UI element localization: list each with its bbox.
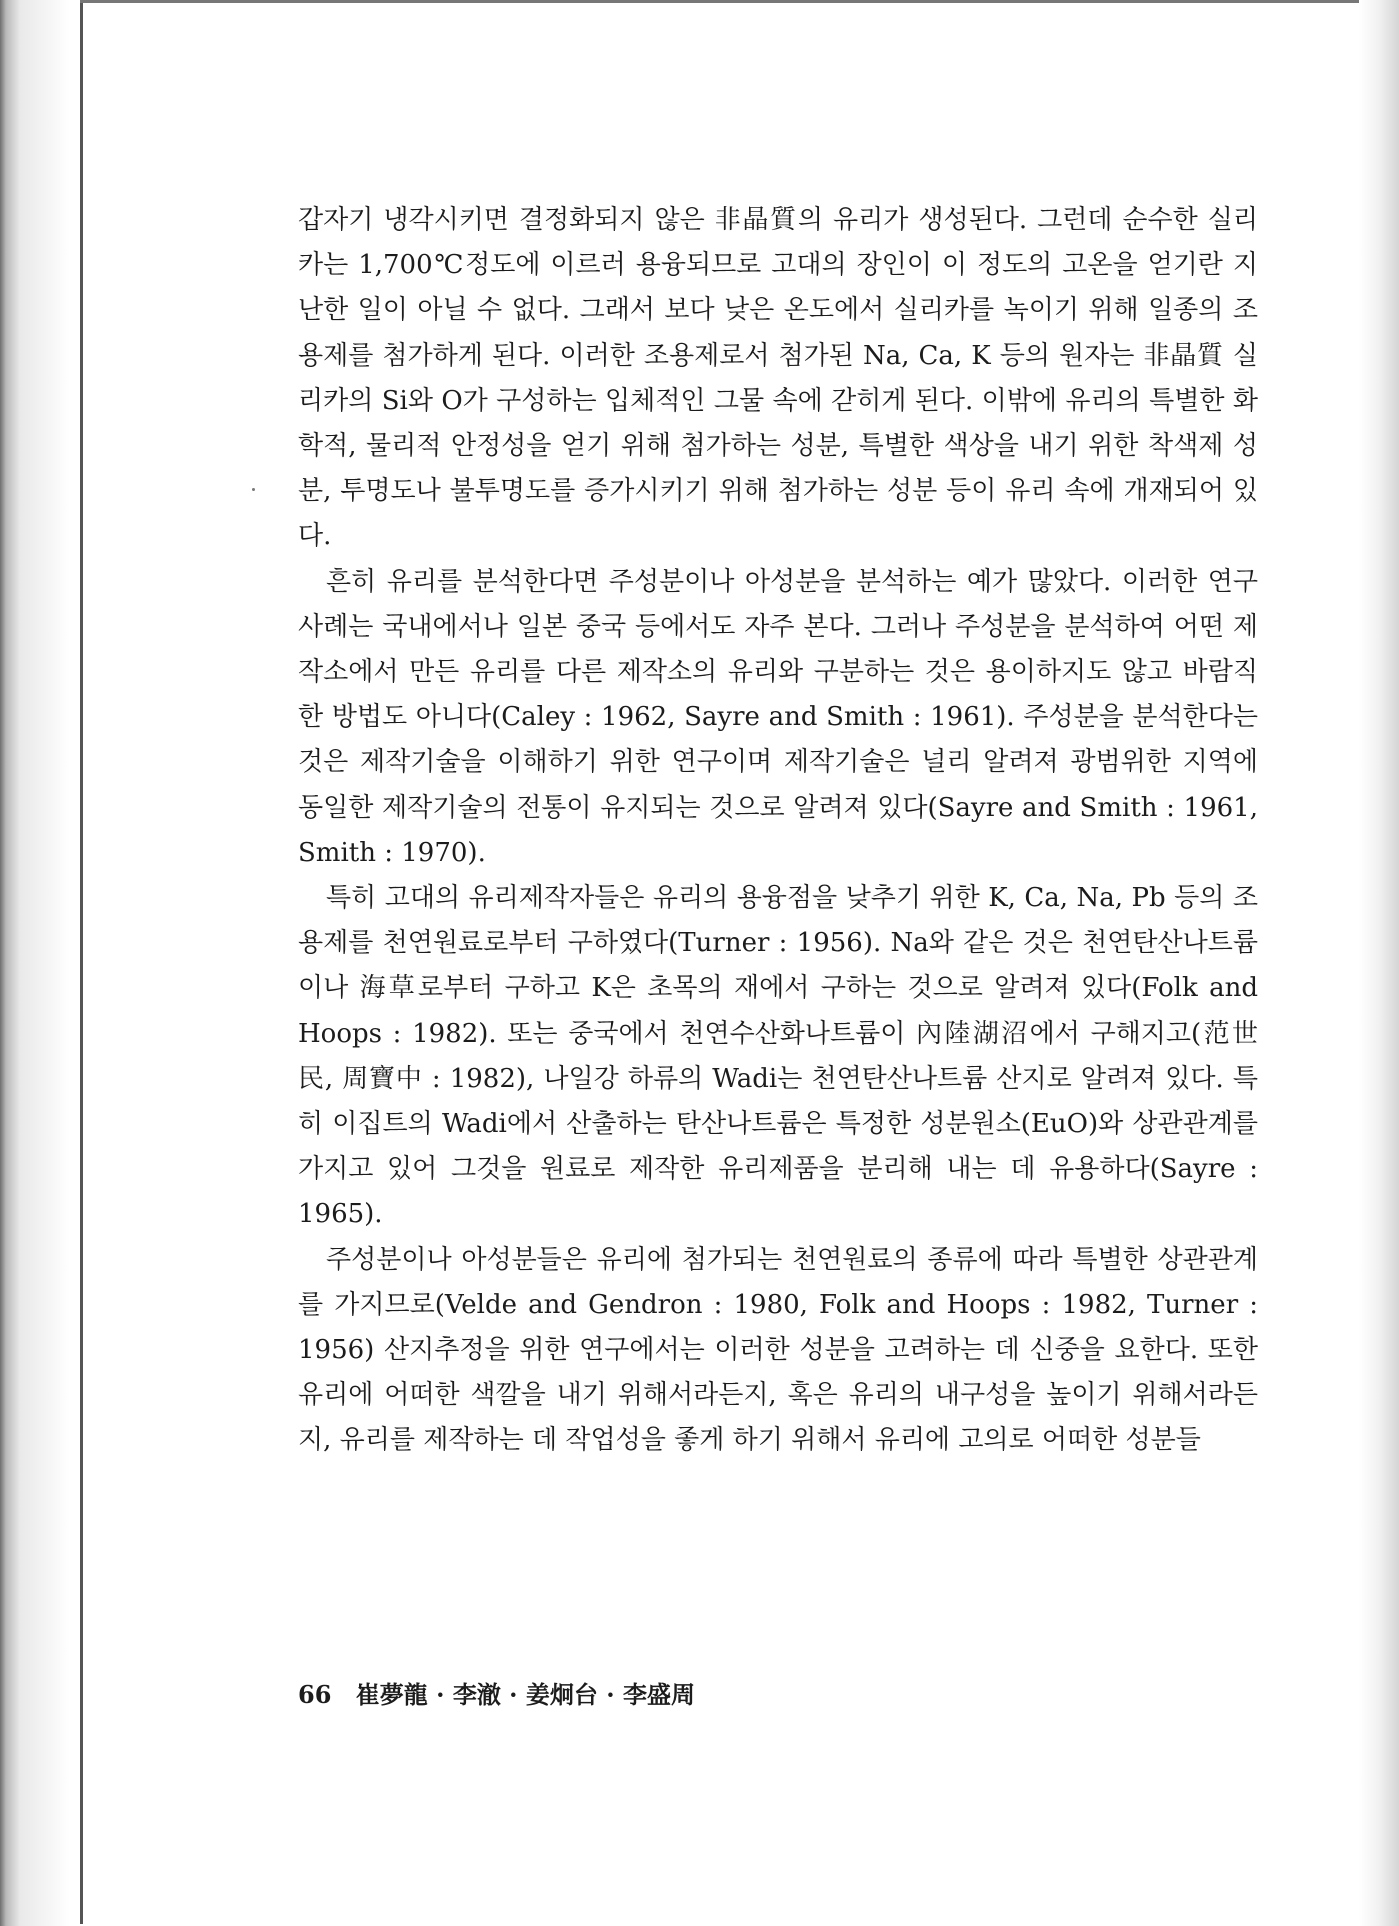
paragraph-1: 갑자기 냉각시키면 결정화되지 않은 非晶質의 유리가 생성된다. 그런데 순수한 실리카는 1,700℃정도에 이르러 용융되므로 고대의 장인이 이 정도의 고온을 얻기란 지난한 일이 아닐 수 없다. 그래서 보다 낮은 온도에서 실리카를 녹이기 위해 일종의 조용제를 첨가하게 된다. 이러한 조용제로서 첨가된 Na, Ca, K 등의 원자는 非晶質 실리카의 Si와 O가 구성하는 입체적인 그물 속에 갇히게 된다. 이밖에 유리의 특별한 화학적, 물리적 안정성을 얻기 위해 첨가하는 성분, 특별한 색상을 내기 위한 착색제 성분, 투명도나 불투명도를 증가시키기 위해 첨가하는 성분 등이 유리 속에 개재되어 있다. <box>298 205 1258 552</box>
author-names: 崔夢龍 · 李澈 · 姜炯台 · 李盛周 <box>355 1680 695 1709</box>
paragraph-2: 흔히 유리를 분석한다면 주성분이나 아성분을 분석하는 예가 많았다. 이러한 연구사례는 국내에서나 일본 중국 등에서도 자주 본다. 그러나 주성분을 분석하여 어떤 제작소에서 만든 유리를 다른 제작소의 유리와 구분하는 것은 용이하지도 않고 바람직한 방법도 아니다(Caley : 1962, Sayre and Smith : 1961). 주성분을 분석한다는 것은 제작기술을 이해하기 위한 연구이며 제작기술은 널리 알려져 광범위한 지역에 동일한 제작기술의 전통이 유지되는 것으로 알려져 있다(Sayre and Smith : 1961, Smith : 1970). <box>298 566 1258 868</box>
page-left-edge <box>80 2 83 1924</box>
book-spine-shadow <box>0 0 70 1926</box>
body-text <box>298 198 1258 1464</box>
page-top-edge <box>80 0 1399 3</box>
paragraph-3: 특히 고대의 유리제작자들은 유리의 용융점을 낮추기 위한 K, Ca, Na, Pb 등의 조용제를 천연원료로부터 구하였다(Turner : 1956). Na와 같은 것은 천연탄산나트륨이나 海草로부터 구하고 K은 초목의 재에서 구하는 것으로 알려져 있다(Folk and Hoops : 1982). 또는 중국에서 천연수산화나트륨이 內陸湖沼에서 구해지고(范世民, 周寶中 : 1982), 나일강 하류의 Wadi는 천연탄산나트륨 산지로 알려져 있다. 특히 이집트의 Wadi에서 산출하는 탄산나트륨은 특정한 성분원소(EuO)와 상관관계를 가지고 있어 그것을 원료로 제작한 유리제품을 분리해 내는 데 유용하다(Sayre : 1965). <box>298 883 1258 1230</box>
scan-speck <box>252 488 255 491</box>
page-footer <box>298 1680 695 1710</box>
page-right-edge <box>1359 0 1399 1926</box>
paragraph-4: 주성분이나 아성분들은 유리에 첨가되는 천연원료의 종류에 따라 특별한 상관관계를 가지므로(Velde and Gendron : 1980, Folk and Hoops : 1982, Turner : 1956) 산지추정을 위한 연구에서는 이러한 성분을 고려하는 데 신중을 요한다. 또한 유리에 어떠한 색깔을 내기 위해서라든지, 혹은 유리의 내구성을 높이기 위해서라든지, 유리를 제작하는 데 작업성을 좋게 하기 위해서 유리에 고의로 어떠한 성분들 <box>298 1244 1258 1456</box>
page-number: 66 <box>298 1680 332 1709</box>
